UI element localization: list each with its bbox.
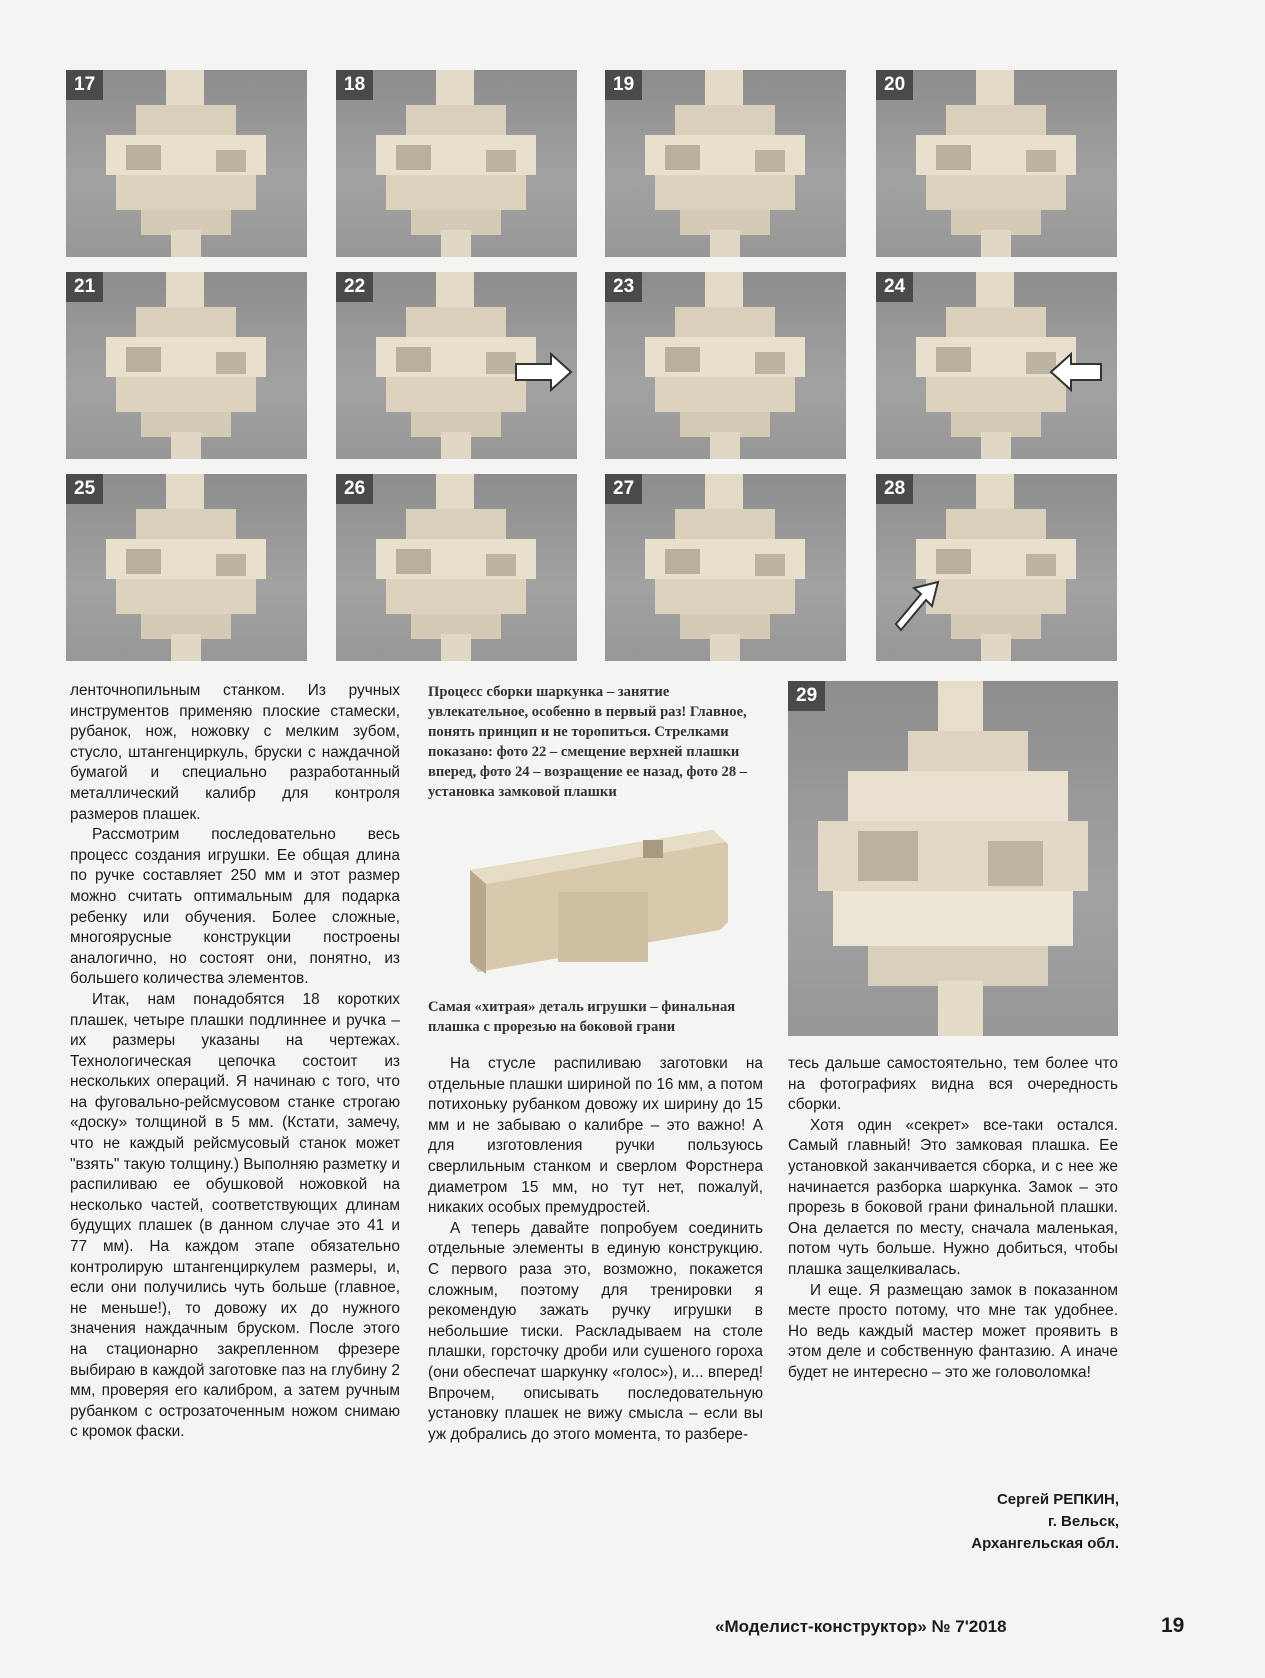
photo-number: 21 <box>66 272 103 302</box>
photo-number: 22 <box>336 272 373 302</box>
photo-27 <box>605 474 846 661</box>
paragraph: И еще. Я размещаю замок в показанном месте просто потому, что мне так удобнее. Но ведь каждый мастер может проявить в этом деле и собственную фантазию. А иначе будет не интересно – это же головоломка! <box>788 1281 1118 1381</box>
photo-23 <box>605 272 846 459</box>
photo-18 <box>336 70 577 257</box>
photo-28 <box>876 474 1117 661</box>
column-2 <box>428 1054 763 1445</box>
magazine-footer: «Моделист-конструктор» № 7'2018 <box>715 1617 1007 1636</box>
photo-number: 17 <box>66 70 103 100</box>
photo-19 <box>605 70 846 257</box>
photo-number: 24 <box>876 272 913 302</box>
paragraph: Хотя один «секрет» все-таки остался. Самый главный! Это замковая плашка. Ее установкой заканчивается сборка, и с нее же начинается разборка шаркунка. Замок – это прорезь в боковой грани финальной плашки. Она делается по месту, сначала маленькая, потом чуть больше. Нужно добиться, чтобы плашка защелкивалась. <box>788 1116 1118 1278</box>
photo-22 <box>336 272 577 459</box>
paragraph: Рассмотрим последовательно весь процесс создания игрушки. Ее общая длина по ручке составляет 250 мм и этот размер можно считать оптимальным для подарка ребенку или обучения. Более сложные, многоярусные конструкции построены аналогично, но состоят они, понятно, из большего количества элементов. <box>70 826 400 988</box>
puzzle-image <box>788 681 1118 1036</box>
paragraph: тесь дальше самостоятельно, тем более что на фотографиях видна вся очередность сборки. <box>788 1055 1118 1114</box>
detail-part-image <box>428 822 763 997</box>
photo-number: 18 <box>336 70 373 100</box>
column-1 <box>70 681 400 1443</box>
photo-26 <box>336 474 577 661</box>
photo-25 <box>66 474 307 661</box>
photo-caption: Процесс сборки шаркунка – занятие увлекательное, особенно в первый раз! Главное, понять принцип и не торопиться. Стрелками показано: фото 22 – смещение верхней плашки вперед, фото 24 – возращение ее назад, фото 28 – установка замковой плашки <box>428 684 748 800</box>
photo-number: 27 <box>605 474 642 504</box>
paragraph: А теперь давайте попробуем соединить отдельные элементы в единую конструкцию. С первого раза это, возможно, покажется сложным, поэтому для тренировки я рекомендую зажать ручку игрушки в небольшие тиски. Раскладываем на столе плашки, горсточку дроби или сушеного гороха (они обеспечат шаркунку «голос»), и... вперед! Впрочем, описывать последовательную установку плашек не вижу смысла – если вы уж добрались до этого момента, то разбере- <box>428 1219 763 1443</box>
photo-number: 25 <box>66 474 103 504</box>
photo-24 <box>876 272 1117 459</box>
photo-number: 19 <box>605 70 642 100</box>
part-caption: Самая «хитрая» деталь игрушки – финальная плашка с прорезью на боковой грани <box>428 999 736 1035</box>
paragraph: ленточнопильным станком. Из ручных инструментов применяю плоские стамески, рубанок, нож, ножовку с мелким зубом, стусло, штангенциркуль, бруски с наждачной бумагой и специально разработанный металлический калибр для контроля размеров плашек. <box>70 682 400 823</box>
photo-number: 23 <box>605 272 642 302</box>
column-3 <box>788 1054 1118 1384</box>
photo-20 <box>876 70 1117 257</box>
author-signature <box>971 1489 1119 1555</box>
photo-number: 28 <box>876 474 913 504</box>
paragraph: На стусле распиливаю заготовки на отдельные плашки шириной по 16 мм, а потом потихоньку рубанком довожу их ширину до 15 мм и не забываю о калибре – это важно! А для изготовления ручки пользуюсь сверлильным станком и сверлом Форстнера диаметром 15 мм, но тут нет, пожалуй, никаких особых премудростей. <box>428 1055 763 1217</box>
author-region: Архангельская обл. <box>971 1535 1119 1552</box>
paragraph: Итак, нам понадобятся 18 коротких плашек, четыре плашки подлиннее и ручка – их размеры указаны на чертежах. Технологическая цепочка состоит из нескольких операций. Я начинаю с того, что на фуговально-рейсмусовом станке строгаю «доску» толщиной в 5 мм. (Кстати, замечу, что не каждый рейсмусовый станок может "взять" такую толщину.) Выполняю разметку и распиливаю ее обушковой ножовкой на несколько частей, соответствующих длинам будущих плашек (в данном случае это 41 и 77 мм). На каждом этапе обязательно контролирую штангенциркулем размеры, и, если они получились чуть больше (главное, не меньше!), то довожу их до нужного значения наждачным бруском. После этого на стационарно закрепленном фрезере выбираю в каждой заготовке паз на глубину 2 мм, проверяя его калибром, а затем ручным рубанком с острозаточенным ножом снимаю с кромок фаски. <box>70 990 400 1441</box>
photo-number: 29 <box>788 681 825 711</box>
photo-21 <box>66 272 307 459</box>
page-number: 19 <box>1161 1614 1185 1637</box>
author-city: г. Вельск, <box>1047 1513 1119 1530</box>
photo-number: 26 <box>336 474 373 504</box>
photo-29 <box>788 681 1118 1036</box>
photo-17 <box>66 70 307 257</box>
photo-number: 20 <box>876 70 913 100</box>
author-name: Сергей РЕПКИН, <box>996 1491 1119 1508</box>
